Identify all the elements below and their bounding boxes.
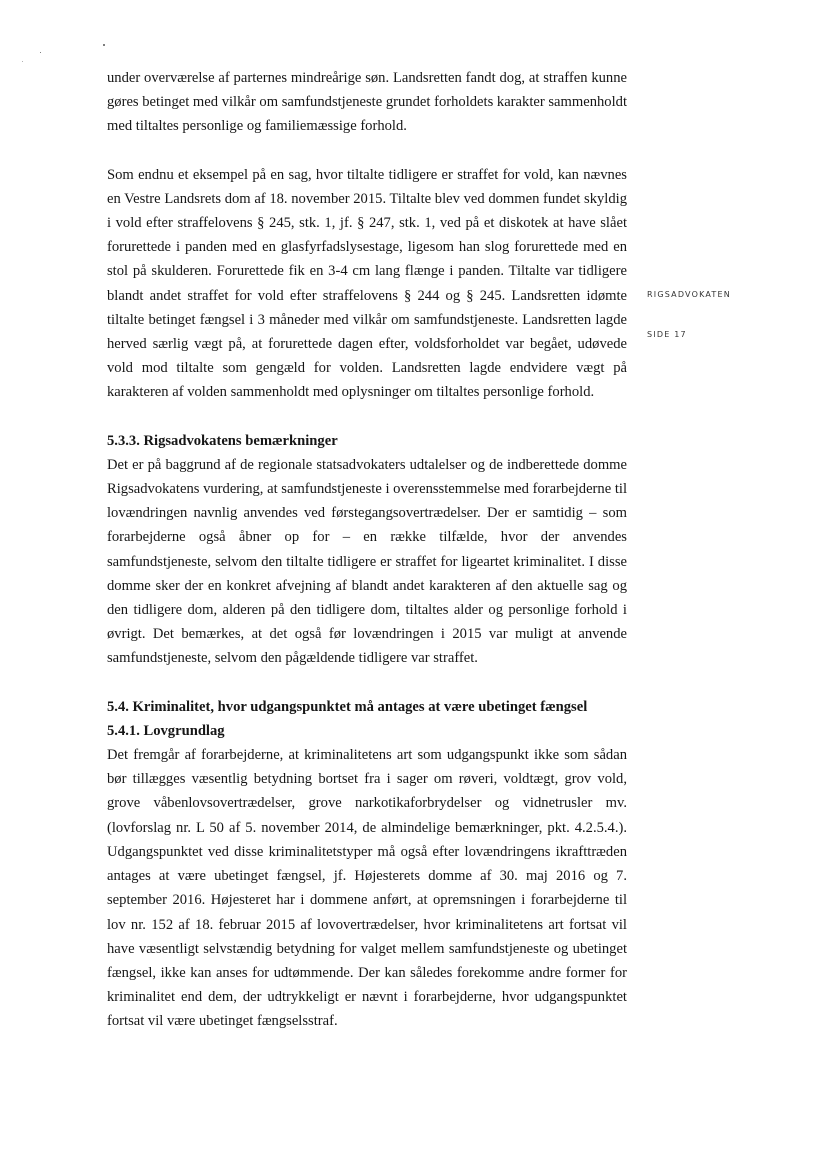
paragraph-lovgrundlag: Det fremgår af forarbejderne, at kriminalitetens art som udgangspunkt ikke som sådan bør tillægges væsentlig betydning bortset fra i sager om røveri, voldtægt, grov vold, grove våbenlovsovertrædelser, grove narkotikaforbrydelser og vidnetrusler mv. (lovforslag nr. L 50 af 5. november 2014, de almindelige bemærkninger, pkt. 4.2.5.4.). Udgangspunktet ved disse kriminalitetstyper må også efter lovændringens ikrafttræden antages at være ubetinget fængsel, jf. Højesterets domme af 30. maj 2016 og 7. september 2016. Højesteret har i dommene anført, at opremsningen i forarbejderne til lov nr. 152 af 18. februar 2015 af lovovertrædelser, hvor kriminalitetens art fortsat vil have væsentligt selvstændig betydning for valget mellem samfundstjeneste og ubetinget fængsel, ikke kan anses for udtømmende. Der kan således forekomme andre former for kriminalitet end dem, der udtrykkeligt er nævnt i forarbejderne, hvor udgangspunktet fortsat vil være ubetinget fængselsstraf. xyxy=(107,747,627,1030)
section-heading-5-3-3: 5.3.3. Rigsadvokatens bemærkninger xyxy=(107,432,338,449)
document-body xyxy=(107,66,627,1034)
page-number: SIDE 17 xyxy=(647,330,687,339)
paragraph-example-vestre-landsret: Som endnu et eksempel på en sag, hvor tiltalte tidligere er straffet for vold, kan nævnes en Vestre Landsrets dom af 18. november 2015. Tiltalte blev ved dommen fundet skyldig i vold efter straffelovens § 245, stk. 1, jf. § 247, stk. 1, ved på et diskotek at have slået forurettede i panden med en glasfyrfadslysestage, ligesom han slog forurettede med en stol på skulderen. Forurettede fik en 3-4 cm lang flænge i panden. Tiltalte var tidligere blandt andet straffet for vold efter straffelovens § 244 og § 245. Landsretten idømte tiltalte betinget fængsel i 3 måneder med vilkår om samfundstjeneste. Landsretten lagde herved særlig vægt på, at forurettede dagen efter, voldsforholdet var begået, udøvede vold mod tiltalte som gengæld for volden. Landsretten lagde endvidere vægt på karakteren af volden sammenholdt med oplysninger om tiltaltes personlige forhold. xyxy=(107,166,627,401)
scan-mark xyxy=(22,61,23,62)
section-heading-5-4: 5.4. Kriminalitet, hvor udgangspunktet må antages at være ubetinget fængsel xyxy=(107,698,588,715)
paragraph-rigsadvokatens-bemaerkninger: Det er på baggrund af de regionale statsadvokaters udtalelser og de indberettede domme Rigsadvokatens vurdering, at samfundstjeneste i overensstemmelse med forarbejderne til lovændringen navnlig anvendes ved førstegangsovertrædelser. Der er samtidig – som forarbejderne også åbner op for – en række tilfælde, hvor der anvendes samfundstjeneste, selvom den tiltalte tidligere er straffet for ligeartet kriminalitet. I disse domme sker der en konkret afvejning af blandt andet karakteren af den aktuelle sag og den tidligere dom, alderen på den tidligere dom, tiltaltes alder og personlige forhold i øvrigt. Det bemærkes, at det også før lovændringen i 2015 var muligt at anvende samfundstjeneste, selvom den pågældende tidligere var straffet. xyxy=(107,456,627,667)
organization-label: RIGSADVOKATEN xyxy=(647,290,731,299)
paragraph-intro: under overværelse af parternes mindreårige søn. Landsretten fandt dog, at straffen kunne gøres betinget med vilkår om samfundstjeneste grundet forholdets karakter sammenholdt med tiltaltes personlige og familiemæssige forhold. xyxy=(107,70,627,135)
section-heading-5-4-1: 5.4.1. Lovgrundlag xyxy=(107,722,225,739)
scan-mark xyxy=(40,52,41,53)
scan-mark xyxy=(103,44,105,46)
